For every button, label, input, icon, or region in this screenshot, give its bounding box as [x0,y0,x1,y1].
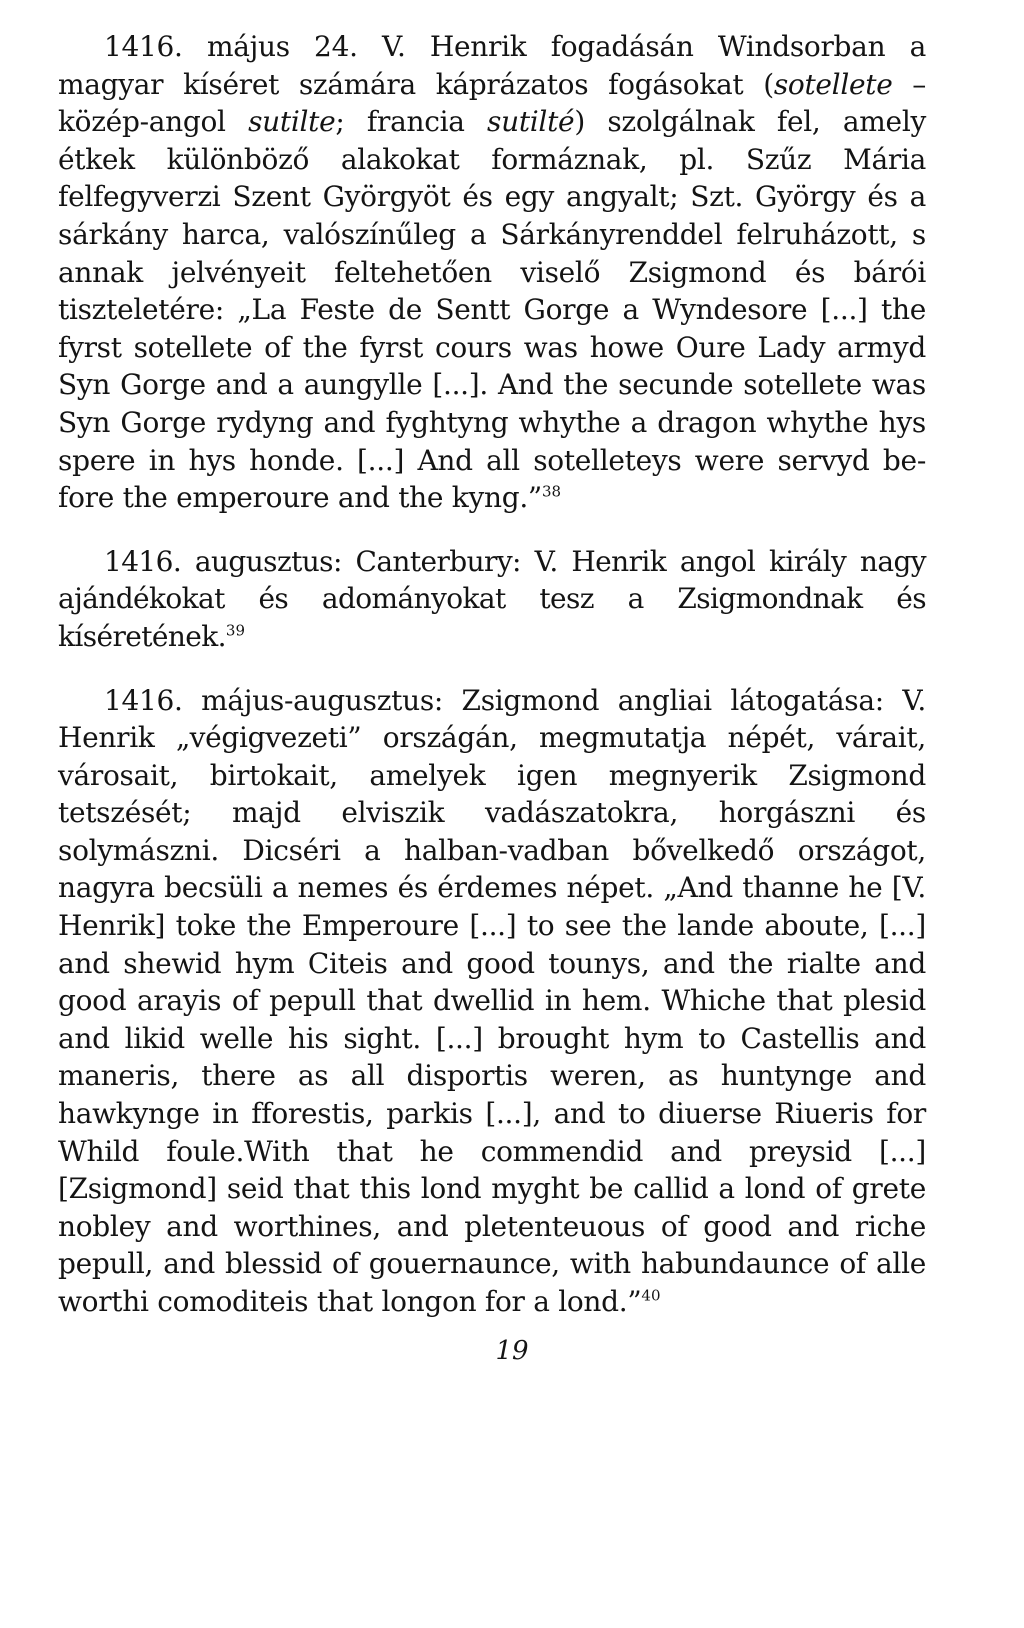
entry-text: 1416. május 24. V. Henrik fogadásán Windsorban a magyar kíséret számára káprázatos fogásokat ( [58,30,926,101]
term-sutilte: sutilte [248,105,336,139]
entry-1416-august [58,543,926,656]
entry-text: 1416. augusztus: Canterbury: V. Henrik angol király nagy ajándékokat és adományokat tesz a Zsigmondnak és kíséretének. [58,544,926,653]
entry-text: 1416. május-augusztus: Zsigmond angliai látogatása: V. Henrik „végigvezeti” országán, megmutatja népét, várait, városait, birtokait, amelyek igen megnyerik Zsigmond tetszését; majd elviszik vadászatokra, horgászni és solymászni. Dicséri a halban-vadban bővelkedő országot, nagyra becsüli a nemes és érdemes népet. „And thanne he [V. Henrik] toke the Emperoure [...] to see the lande aboute, [...] and shewid hym Citeis and good tounys, and the rialte and good arayis of pepull that dwellid in hem. Whiche that plesid and likid welle his sight. [...] brought hym to Castellis and maneris, there as all disportis weren, as huntynge and hawkynge in fforestis, parkis [...], and to diuerse Riueris for Whild foule.With that he commendid and preysid [...] [Zsigmond] seid that this lond myght be callid a lond of grete nobley and worthines, and pletenteuous of good and riche pepull, and blessid of gouernaunce, with habundaunce of alle worthi comoditeis that longon for a lond.” [58,683,926,1318]
entry-text: ; francia [335,105,488,139]
entry-text: ) szolgálnak fel, amely étkek különböző alakokat formáznak, pl. Szűz Mária felfegyverzi Szent Györgyöt és egy angyalt; Szt. György és a sárkány harca, valószínűleg a Sárkányrenddel felruházott, s annak jelvényeit feltehetően viselő Zsigmond és bárói tiszteletére: „La Feste de Sentt Gorge a Wyndesore [...] the fyrst sotellete of the fyrst cours was howe Oure Lady armyd Syn Gorge and a aungylle [...]. And the secunde sotellete was Syn Gorge rydyng and fyghtyng whythe a dragon whythe hys spere in hys honde. [...] And all sotelleteys were servyd be-fore the emperoure and the kyng.” [58,105,926,515]
footnote-ref-39[interactable]: 39 [225,621,246,640]
term-sutilte-french: sutilté [487,105,575,139]
page-number: 19 [495,1336,529,1366]
entry-paragraph [58,682,926,1321]
footnote-ref-38[interactable]: 38 [541,482,562,501]
entry-1416-may-24 [58,28,926,517]
entry-paragraph [58,28,926,517]
entry-text: – közép-angol [58,67,926,139]
entry-1416-may-august [58,682,926,1321]
term-sotellete: sotellete [773,67,893,101]
footnote-ref-40[interactable]: 40 [641,1286,661,1305]
entry-paragraph [58,543,926,656]
page-body [58,28,926,1347]
